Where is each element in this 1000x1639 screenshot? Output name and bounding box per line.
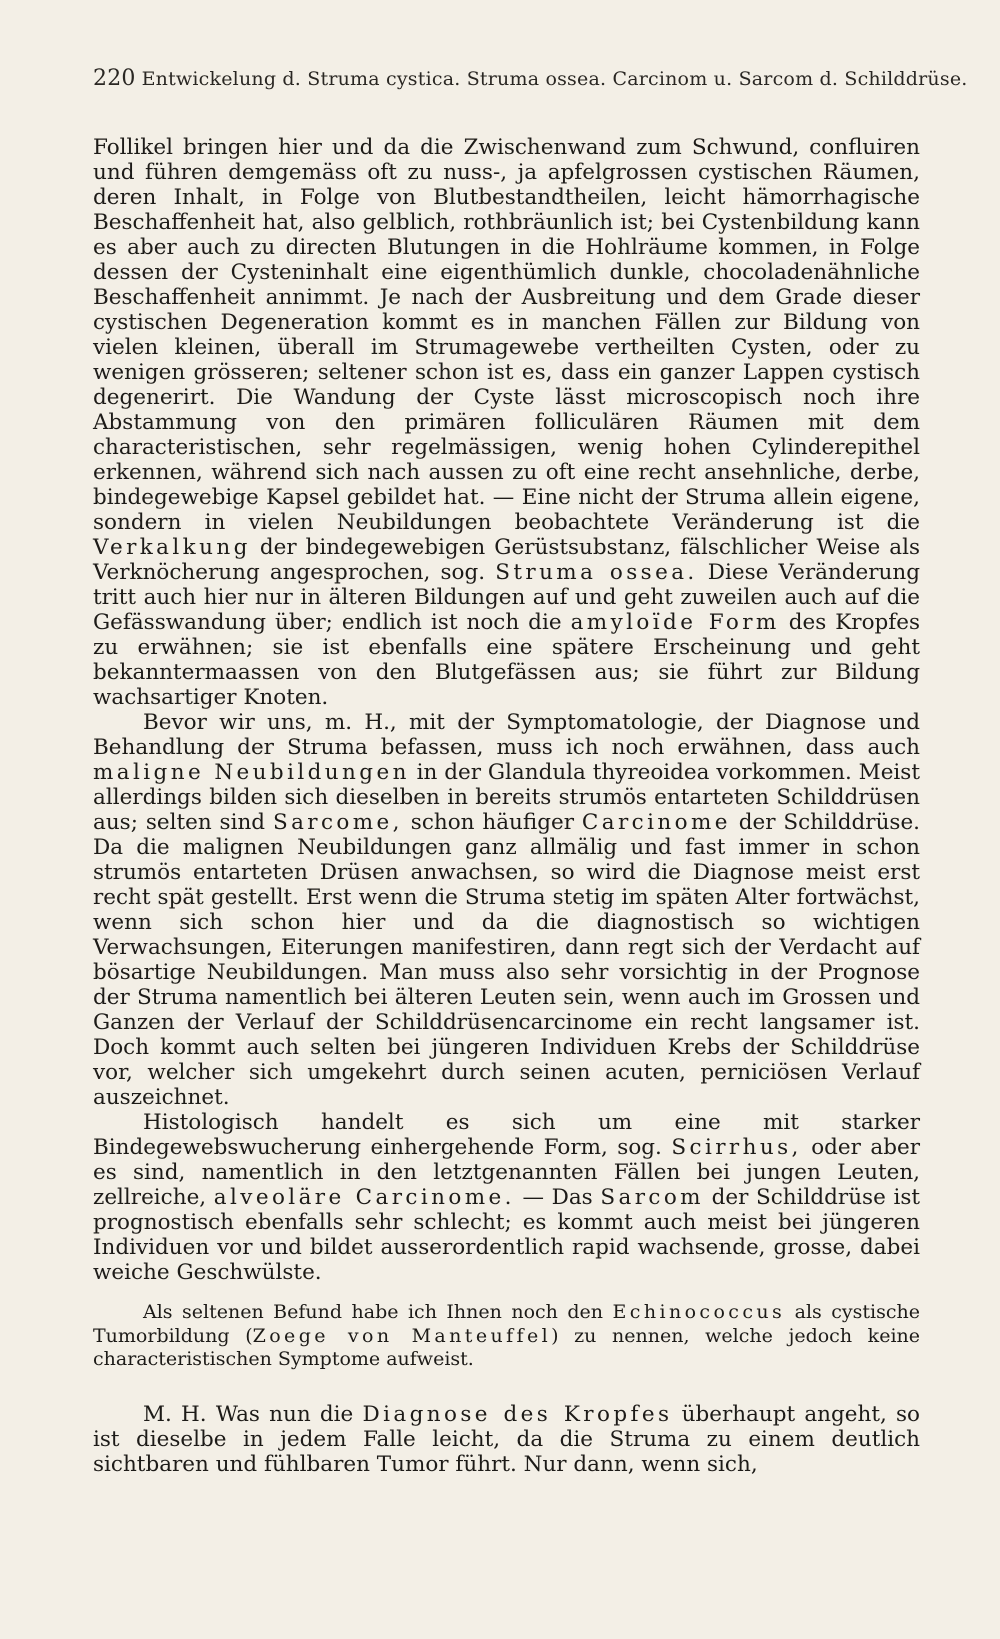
paragraph-cyst-development xyxy=(93,135,920,710)
text-run: Follikel bringen hier und da die Zwischenwand zum Schwund, confluiren und führen demgemäss oft zu nuss-, ja apfelgrossen cystischen Räumen, deren Inhalt, in Folge von Blutbestandtheilen, leicht hämorrhagische Beschaffenheit hat, also gelblich, rothbräunlich ist; bei Cystenbildung kann es aber auch zu directen Blutungen in die Hohlräume kommen, in Folge dessen der Cysteninhalt eine eigenthümlich dunkle, chocoladenähnliche Beschaffenheit annimmt. Je nach der Ausbreitung und dem Grade dieser cystischen Degeneration kommt es in manchen Fällen zur Bildung von vielen kleinen, überall im Strumagewebe vertheilten Cysten, oder zu wenigen grösseren; seltener schon ist es, dass ein ganzer Lappen cystisch degenerirt. Die Wandung der Cyste lässt microscopisch noch ihre Abstammung von den primären folliculären Räumen mit dem characteristischen, sehr regelmässigen, wenig hohen Cylinderepithel erkennen, während sich nach aussen zu oft eine recht ansehnliche, derbe, bindegewebige Kapsel gebildet hat. — Eine nicht der Struma allein eigene, sondern in vielen Neubildungen beobachtete Veränderung ist die xyxy=(93,135,920,535)
text-run: Als seltenen Befund habe ich Ihnen noch den xyxy=(143,1301,604,1323)
text-run: oder aber es sind, namentlich in den letztgenannten Fällen bei jungen Leuten, zellreiche, xyxy=(93,1135,920,1210)
text-run: Histologisch handelt es sich um eine mit starker Bindegewebswucherung einhergehende Form, sog. xyxy=(93,1110,920,1160)
text-run: ) zu nennen, welche jedoch keine characteristischen Symptome aufweist. xyxy=(93,1324,921,1370)
spaced-term-alveolaere-carcinome: alveoläre Carcinome. xyxy=(213,1185,515,1210)
paragraph-histology xyxy=(93,1110,920,1285)
spaced-term-diagnose-des-kropfes: Diagnose des Kropfes xyxy=(362,1401,673,1427)
spaced-term-verkalkung: Verkalkung xyxy=(93,535,251,560)
spaced-term-zoege-von-manteuffel: Zoege von Manteuffel xyxy=(252,1324,552,1347)
main-text xyxy=(93,135,920,1285)
paragraph-diagnosis xyxy=(93,1402,920,1477)
spaced-term-sarcome: Sarcome, xyxy=(272,810,403,835)
text-run: M. H. Was nun die xyxy=(143,1401,354,1427)
text-run: als cystische Tumorbildung ( xyxy=(93,1301,920,1347)
running-head-title: Entwickelung d. Struma cystica. Struma ossea. Carcinom u. Sarcom d. Schilddrüse. xyxy=(141,68,968,90)
paragraph-malignant-neoplasms xyxy=(93,710,920,1110)
spaced-term-carcinome: Carcinome xyxy=(581,810,731,835)
text-run: der Schilddrüse. Da die malignen Neubildungen ganz allmälig und fast immer in schon strumös entarteten Drüsen anwachsen, so wird die Diagnose meist erst recht spät gestellt. Erst wenn die Struma stetig im späten Alter fortwächst, wenn sich schon hier und da die diagnostisch so wichtigen Verwachsungen, Eiterungen manifestiren, dann regt sich der Verdacht auf bösartige Neubildungen. Man muss also sehr vorsichtig in der Prognose der Struma namentlich bei älteren Leuten sein, wenn auch im Grossen und Ganzen der Verlauf der Schilddrüsencarcinome ein recht langsamer ist. Doch kommt auch selten bei jüngeren Individuen Krebs der Schilddrüse vor, welcher sich umgekehrt durch seinen acuten, perniciösen Verlauf auszeichnet. xyxy=(93,810,921,1110)
spaced-term-sarcom: Sarcom xyxy=(600,1185,704,1210)
text-run: schon häufiger xyxy=(402,810,575,835)
text-run: — Das xyxy=(514,1185,593,1210)
text-run: Diese Veränderung tritt auch hier nur in älteren Bildungen auf und geht zuweilen auch auf die Gefässwandung über; endlich ist noch die xyxy=(93,560,920,635)
text-run: in der Glandula thyreoidea vorkommen. Meist allerdings bilden sich dieselben in bereits strumös entarteten Schilddrüsen aus; selten sind xyxy=(93,760,920,835)
text-run: der Schilddrüse ist prognostisch ebenfalls sehr schlecht; es kommt auch meist bei jüngeren Individuen vor und bildet ausserordentlich rapid wachsende, grosse, dabei weiche Geschwülste. xyxy=(93,1185,920,1285)
text-run: des Kropfes zu erwähnen; sie ist ebenfalls eine spätere Erscheinung und geht bekanntermaassen von den Blutgefässen aus; sie führt zur Bildung wachsartiger Knoten. xyxy=(93,610,921,710)
text-run: Bevor wir uns, m. H., mit der Symptomatologie, der Diagnose und Behandlung der Struma befassen, muss ich noch erwähnen, dass auch xyxy=(93,710,920,760)
spaced-term-scirrhus: Scirrhus, xyxy=(671,1135,802,1160)
spaced-term-echinococcus: Echinococcus xyxy=(612,1301,786,1323)
spaced-term-amyloide-form: amyloïde Form xyxy=(570,610,780,635)
spaced-term-maligne-neubildungen: maligne Neubildungen xyxy=(93,760,410,785)
spaced-term-struma-ossea: Struma ossea. xyxy=(495,560,698,585)
running-header xyxy=(93,66,968,91)
text-run: überhaupt angeht, so ist dieselbe in jedem Falle leicht, da die Struma zu einem deutlich sichtbaren und fühlbaren Tumor führt. Nur dann, wenn sich, xyxy=(93,1401,920,1477)
text-run: der bindegewebigen Gerüstsubstanz, fälschlicher Weise als Verknöcherung angesprochen, sog. xyxy=(93,535,920,585)
page-number: 220 xyxy=(93,66,136,91)
note-echinococcus xyxy=(93,1301,920,1372)
